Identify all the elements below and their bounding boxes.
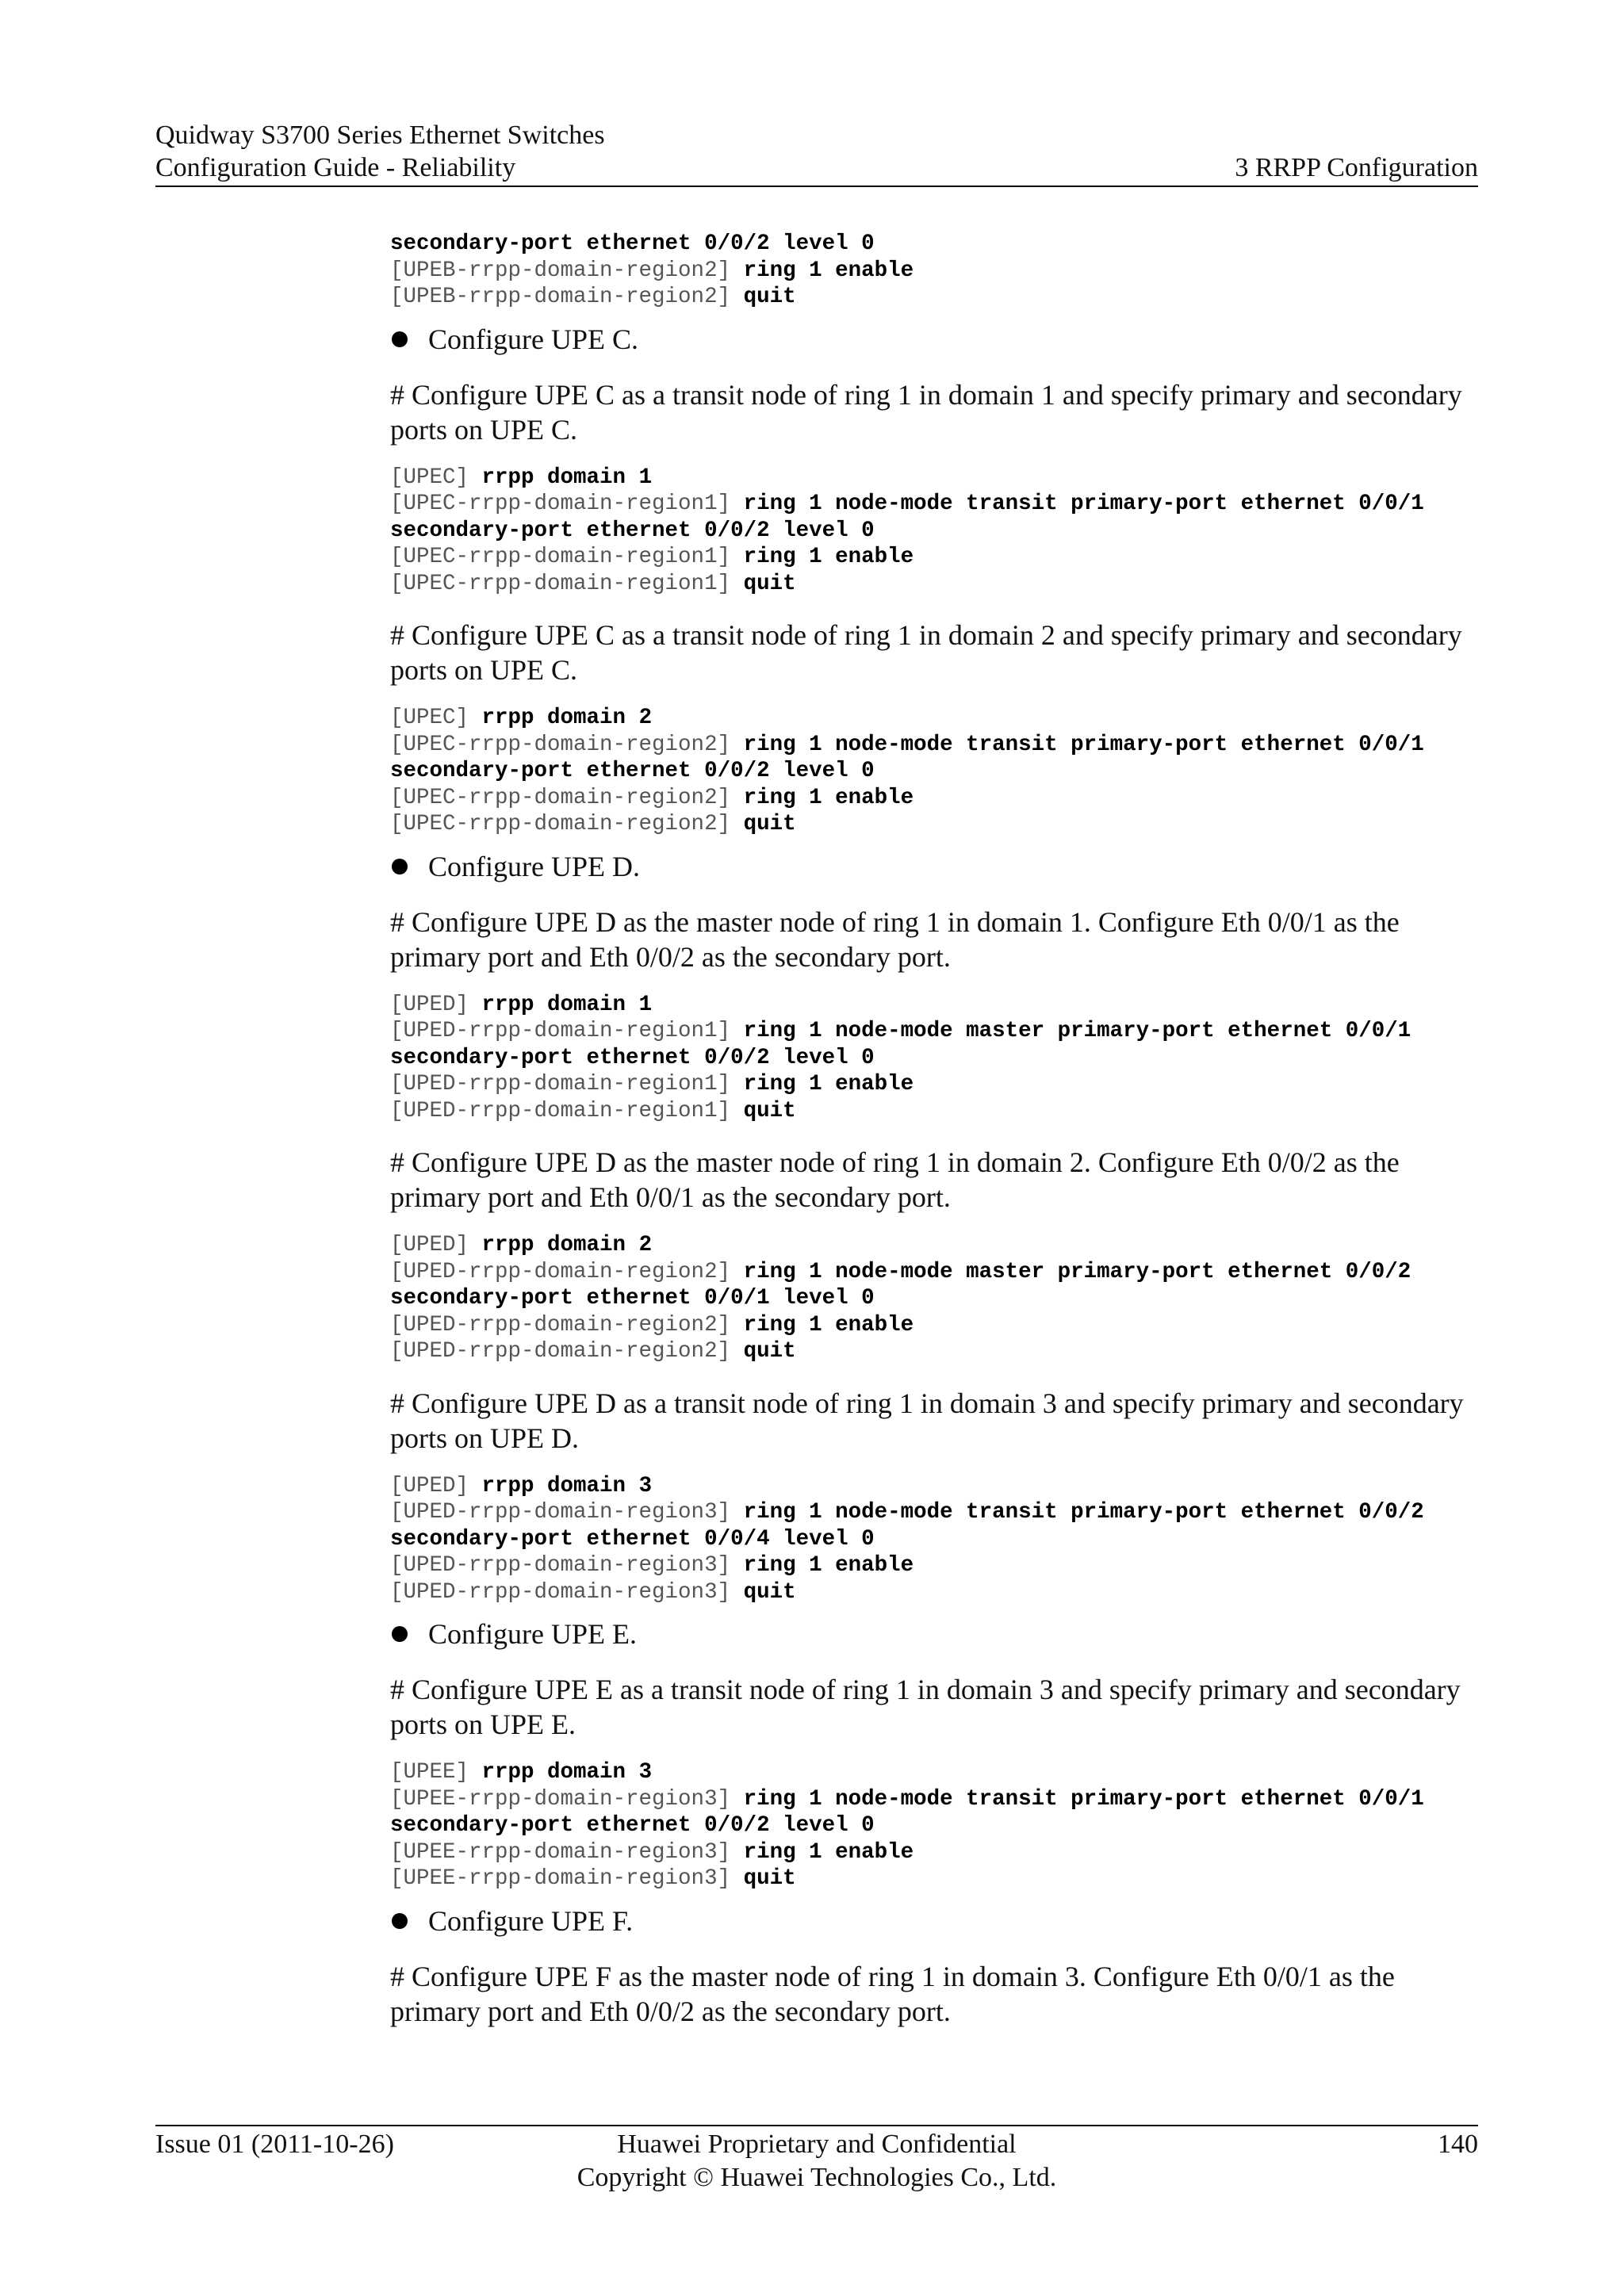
command-line [390,1786,1478,1813]
command-line [390,705,1478,732]
cli-prompt: [UPEC-rrpp-domain-region1] [390,492,744,516]
cli-command: quit [743,1339,796,1364]
command-line [390,1839,1478,1866]
command-line [390,491,1478,518]
cli-command: ring 1 enable [743,1553,914,1578]
paragraph: # Configure UPE F as the master node of ring 1 in domain 3. Configure Eth 0/0/1 as the primary port and Eth 0/0/2 as the secondary port. [390,1960,1395,2027]
cli-command: secondary-port ethernet 0/0/2 level 0 [390,1813,875,1838]
cli-command: quit [743,812,796,836]
cli-command: rrpp domain 3 [481,1473,653,1498]
cli-command: ring 1 enable [743,785,914,810]
bullet-item [390,1617,1478,1651]
command-line [390,811,1478,838]
bullet-text: Configure UPE D. [428,850,640,882]
cli-command: ring 1 node-mode master primary-port ethernet 0/0/1 [743,1019,1411,1043]
cli-command: secondary-port ethernet 0/0/2 level 0 [390,1045,875,1070]
cli-command: rrpp domain 3 [481,1760,653,1785]
command-block [390,992,1478,1125]
command-line [390,1338,1478,1365]
cli-prompt: [UPEC-rrpp-domain-region1] [390,545,744,569]
cli-command: rrpp domain 1 [481,465,653,490]
cli-prompt: [UPEC] [390,465,482,490]
cli-prompt: [UPED-rrpp-domain-region1] [390,1098,744,1123]
command-line [390,1285,1478,1312]
command-block [390,231,1478,311]
cli-command: ring 1 node-mode transit primary-port ethernet 0/0/1 [743,1786,1424,1812]
command-block [390,1232,1478,1365]
command-line [390,1812,1478,1839]
cli-prompt: [UPEE-rrpp-domain-region3] [390,1786,744,1812]
footer-copyright: Copyright © Huawei Technologies Co., Ltd. [576,2163,1057,2192]
cli-command: secondary-port ethernet 0/0/2 level 0 [390,759,875,783]
cli-prompt: [UPED] [390,1233,482,1257]
cli-command: rrpp domain 2 [481,706,653,730]
page-number: 140 [1438,2130,1478,2159]
command-line [390,1232,1478,1259]
bullet-dot-icon [392,1913,408,1929]
cli-command: ring 1 enable [743,545,914,569]
footer-divider [155,2125,1478,2126]
command-line [390,1759,1478,1786]
cli-command: quit [743,285,796,309]
header-chapter: 3 RRPP Configuration [1235,153,1478,182]
cli-command: quit [743,1579,796,1605]
cli-command: quit [743,571,796,596]
bullet-text: Configure UPE F. [428,1904,634,1937]
cli-command: ring 1 node-mode transit primary-port ethernet 0/0/2 [743,1500,1424,1525]
cli-prompt: [UPEC-rrpp-domain-region1] [390,571,744,596]
cli-prompt: [UPEC-rrpp-domain-region2] [390,732,744,757]
cli-prompt: [UPED-rrpp-domain-region2] [390,1312,744,1337]
cli-prompt: [UPED-rrpp-domain-region1] [390,1019,744,1043]
header-divider [155,186,1478,187]
cli-command: rrpp domain 2 [481,1233,653,1257]
bullet-text: Configure UPE E. [428,1618,637,1650]
header-guide: Configuration Guide - Reliability [155,153,516,182]
cli-prompt: [UPED-rrpp-domain-region2] [390,1339,744,1364]
cli-prompt: [UPED-rrpp-domain-region3] [390,1579,744,1605]
command-line [390,1866,1478,1892]
cli-command: quit [743,1866,796,1891]
cli-command: quit [743,1098,796,1123]
bullet-text: Configure UPE C. [428,323,638,355]
paragraph: # Configure UPE C as a transit node of ring 1 in domain 1 and specify primary and secondary ports on UPE C. [390,378,1462,446]
bullet-dot-icon [392,1626,408,1642]
command-line [390,465,1478,492]
cli-prompt: [UPEB-rrpp-domain-region2] [390,285,744,309]
command-line [390,1526,1478,1553]
cli-prompt: [UPEC-rrpp-domain-region2] [390,785,744,810]
command-block [390,705,1478,838]
page-header [155,119,1478,184]
command-line [390,544,1478,571]
command-line [390,1312,1478,1339]
paragraph: # Configure UPE D as the master node of ring 1 in domain 2. Configure Eth 0/0/2 as the primary port and Eth 0/0/1 as the secondary port. [390,1146,1400,1213]
command-line [390,571,1478,598]
cli-prompt: [UPED-rrpp-domain-region1] [390,1072,744,1096]
command-line [390,1499,1478,1526]
document-body [390,231,1478,2046]
cli-prompt: [UPEE] [390,1760,482,1785]
cli-command: ring 1 node-mode transit primary-port ethernet 0/0/1 [743,732,1424,757]
page-footer [155,2128,1478,2192]
paragraph: # Configure UPE C as a transit node of ring 1 in domain 2 and specify primary and secondary ports on UPE C. [390,619,1462,686]
cli-command: ring 1 enable [743,1839,914,1865]
command-block [390,1473,1478,1606]
paragraph: # Configure UPE E as a transit node of ring 1 in domain 3 and specify primary and secondary ports on UPE E. [390,1674,1461,1740]
command-line [390,785,1478,812]
footer-issue: Issue 01 (2011-10-26) [155,2130,394,2159]
cli-prompt: [UPEB-rrpp-domain-region2] [390,258,744,283]
cli-prompt: [UPEC] [390,706,482,730]
bullet-item [390,1904,1478,1938]
cli-prompt: [UPED] [390,992,482,1017]
bullet-dot-icon [392,859,408,874]
cli-prompt: [UPED-rrpp-domain-region3] [390,1553,744,1578]
command-line [390,992,1478,1019]
bullet-dot-icon [392,331,408,347]
command-line [390,1552,1478,1579]
cli-command: secondary-port ethernet 0/0/2 level 0 [390,518,875,543]
command-block [390,465,1478,598]
cli-command: secondary-port ethernet 0/0/2 level 0 [390,232,875,256]
command-line [390,1579,1478,1606]
paragraph: # Configure UPE D as the master node of ring 1 in domain 1. Configure Eth 0/0/1 as the primary port and Eth 0/0/2 as the secondary port. [390,905,1400,973]
cli-command: ring 1 node-mode master primary-port ethernet 0/0/2 [743,1259,1411,1284]
cli-prompt: [UPEC-rrpp-domain-region2] [390,812,744,836]
command-line [390,1473,1478,1500]
footer-confidential: Huawei Proprietary and Confidential [617,2130,1017,2159]
command-line [390,1071,1478,1098]
header-product: Quidway S3700 Series Ethernet Switches [155,121,605,150]
command-line [390,518,1478,545]
command-line [390,231,1478,258]
cli-command: rrpp domain 1 [481,992,653,1017]
command-block [390,1759,1478,1892]
command-line [390,284,1478,311]
command-line [390,1098,1478,1125]
cli-prompt: [UPED-rrpp-domain-region3] [390,1500,744,1525]
command-line [390,758,1478,785]
cli-prompt: [UPEE-rrpp-domain-region3] [390,1866,744,1891]
cli-prompt: [UPEE-rrpp-domain-region3] [390,1839,744,1865]
command-line [390,732,1478,759]
cli-command: secondary-port ethernet 0/0/4 level 0 [390,1526,875,1552]
cli-command: ring 1 enable [743,1312,914,1337]
command-line [390,1259,1478,1286]
cli-command: ring 1 enable [743,1072,914,1096]
paragraph: # Configure UPE D as a transit node of ring 1 in domain 3 and specify primary and secondary ports on UPE D. [390,1387,1464,1454]
bullet-item [390,849,1478,884]
command-line [390,1018,1478,1045]
cli-prompt: [UPED-rrpp-domain-region2] [390,1259,744,1284]
cli-command: secondary-port ethernet 0/0/1 level 0 [390,1286,875,1311]
cli-command: ring 1 node-mode transit primary-port ethernet 0/0/1 [743,492,1424,516]
cli-prompt: [UPED] [390,1473,482,1498]
command-line [390,1045,1478,1072]
bullet-item [390,322,1478,357]
command-line [390,258,1478,285]
cli-command: ring 1 enable [743,258,914,283]
